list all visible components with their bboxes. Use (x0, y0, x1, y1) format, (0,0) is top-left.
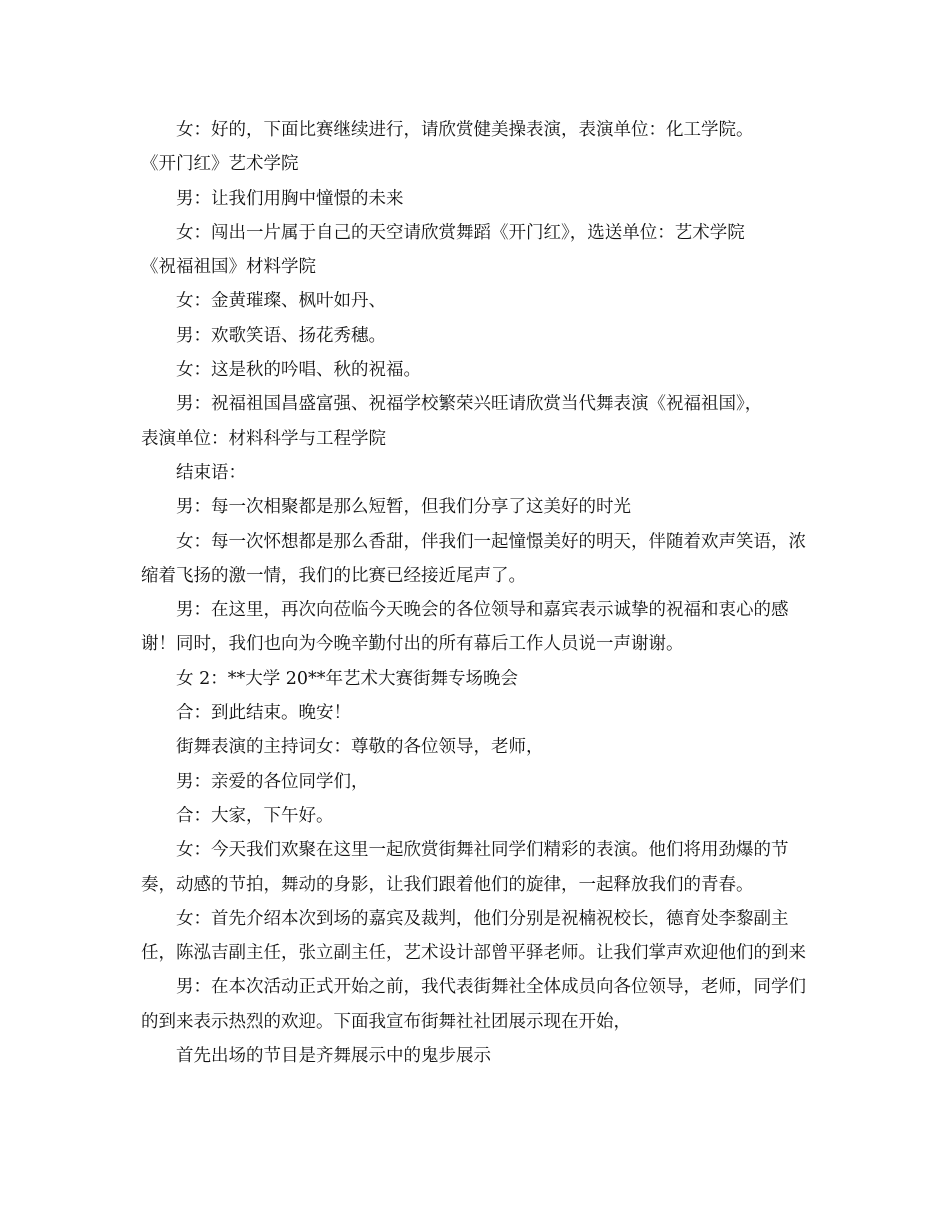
paragraph: 街舞表演的主持词女：尊敬的各位领导，老师， (176, 737, 544, 758)
paragraph: 男：欢歌笑语、扬花秀穗。 (176, 325, 386, 346)
paragraph: 男：在这里，再次向莅临今天晚会的各位领导和嘉宾表示诚挚的祝福和衷心的感谢！同时，我们也向为今晚辛勤付出的所有幕后工作人员说一声谢谢。 (141, 600, 789, 655)
document-body (141, 113, 821, 1073)
paragraph: 女：好的，下面比赛继续进行，请欣赏健美操表演，表演单位：化工学院。 (176, 120, 754, 140)
paragraph: 男：每一次相聚都是那么短暂，但我们分享了这美好的时光 (176, 497, 631, 518)
paragraph: 男：让我们用胸中憧憬的未来 (176, 188, 404, 209)
paragraph: 女：今天我们欢聚在这里一起欣赏街舞社同学们精彩的表演。他们将用劲爆的节奏，动感的节拍，舞动的身影，让我们跟着他们的旋律，一起释放我们的青春。 (141, 840, 789, 895)
paragraph: 女：这是秋的吟唱、秋的祝福。 (176, 360, 421, 381)
paragraph: 男：在本次活动正式开始之前，我代表街舞社全体成员向各位领导，老师，同学们的到来表示热烈的欢迎。下面我宣布街舞社社团展示现在开始， (141, 977, 806, 1032)
paragraph: 男：祝福祖国昌盛富强、祝福学校繁荣兴旺请欣赏当代舞表演《祝福祖国》， (176, 394, 763, 415)
paragraph: 《祝福祖国》材料学院 (141, 257, 316, 278)
paragraph: 《开门红》艺术学院 (141, 154, 299, 175)
paragraph: 首先出场的节目是齐舞展示中的鬼步展示 (176, 1046, 491, 1067)
paragraph: 女：闯出一片属于自己的天空请欣赏舞蹈《开门红》，选送单位：艺术学院 (176, 222, 745, 243)
paragraph: 男：亲爱的各位同学们， (176, 771, 369, 792)
paragraph: 女：每一次怀想都是那么香甜，伴我们一起憧憬美好的明天，伴随着欢声笑语，浓缩着飞扬的激一情，我们的比赛已经接近尾声了。 (141, 531, 806, 586)
paragraph: 女 2：**大学 20**年艺术大赛街舞专场晚会 (176, 668, 519, 689)
paragraph: 女：首先介绍本次到场的嘉宾及裁判，他们分别是祝楠祝校长，德育处李黎副主任，陈泓吉副主任，张立副主任，艺术设计部曾平驿老师。让我们掌声欢迎他们的到来 (141, 908, 806, 964)
paragraph: 表演单位：材料科学与工程学院 (141, 428, 386, 449)
paragraph: 女：金黄璀璨、枫叶如丹、 (176, 291, 386, 312)
section-heading: 结束语： (176, 462, 246, 483)
paragraph: 合：到此结束。晚安！ (176, 703, 351, 724)
paragraph: 合：大家，下午好。 (176, 805, 334, 826)
